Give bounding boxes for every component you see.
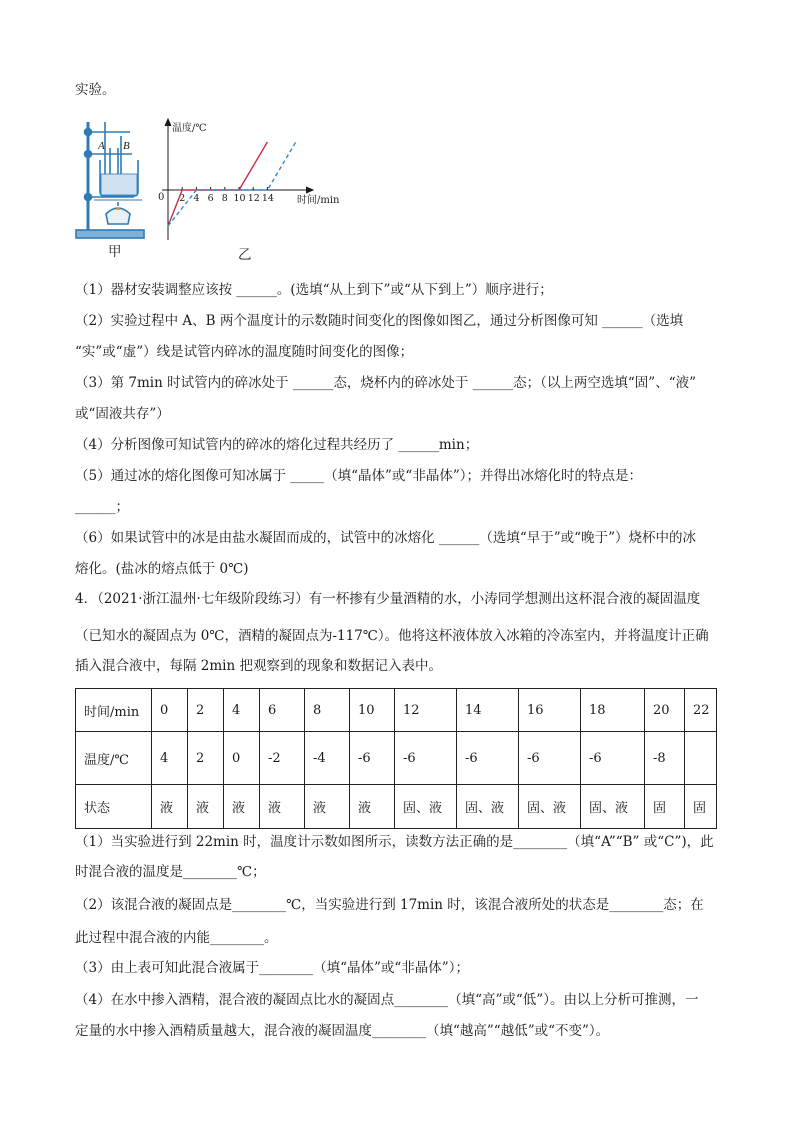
text-line: 插入混合液中，每隔 2min 把观察到的现象和数据记入表中。 bbox=[75, 658, 442, 674]
temp-cell: -6 bbox=[457, 732, 519, 785]
time-cell: 6 bbox=[260, 689, 305, 732]
temp-cell: -6 bbox=[395, 732, 457, 785]
time-cell: 0 bbox=[152, 689, 188, 732]
time-cell: 8 bbox=[305, 689, 350, 732]
temp-cell: 0 bbox=[224, 732, 260, 785]
text-line: （4）在水中掺入酒精，混合液的凝固点比水的凝固点________（填“高”或“低”）。由以上分析可推测，一 bbox=[75, 992, 699, 1008]
temp-cell: 2 bbox=[188, 732, 224, 785]
text-line: （6）如果试管中的冰是由盐水凝固而成的，试管中的冰熔化 ______（选填“早于”或“晚于”）烧杯中的冰 bbox=[75, 530, 696, 546]
state-cell: 固、液 bbox=[581, 785, 645, 829]
time-cell: 4 bbox=[224, 689, 260, 732]
x-axis-label: 时间/min bbox=[297, 195, 340, 206]
state-cell: 液 bbox=[350, 785, 395, 829]
temp-cell: -6 bbox=[519, 732, 581, 785]
time-cell: 18 bbox=[581, 689, 645, 732]
time-cell: 20 bbox=[645, 689, 685, 732]
time-cell: 2 bbox=[188, 689, 224, 732]
caption-yi: 乙 bbox=[238, 247, 252, 263]
text-line: “实”或“虚”）线是试管内碎冰的温度随时间变化的图像； bbox=[75, 344, 414, 360]
text-line: 时混合液的温度是________℃； bbox=[75, 864, 266, 880]
text-line: （3）由上表可知此混合液属于________（填“晶体”或“非晶体”）； bbox=[75, 960, 469, 976]
text-line: （4）分析图像可知试管内的碎冰的熔化过程共经历了 ______min； bbox=[75, 437, 479, 453]
text-line: 定量的水中掺入酒精质量越大，混合液的凝固温度________（填“越高”“越低”或“不变”）。 bbox=[75, 1023, 610, 1039]
time-cell: 16 bbox=[519, 689, 581, 732]
text-line: （3）第 7min 时试管内的碎冰处于 ______态，烧杯内的碎冰处于 ______态；（以上两空选填“固”、“液” bbox=[75, 375, 697, 391]
label-a: A bbox=[98, 140, 105, 152]
state-cell: 液 bbox=[305, 785, 350, 829]
x-tick-label: 12 bbox=[247, 193, 260, 204]
x-tick-label: 8 bbox=[221, 193, 228, 204]
state-cell: 固 bbox=[645, 785, 685, 829]
x-tick-label: 2 bbox=[179, 193, 186, 204]
text-line: 此过程中混合液的内能________。 bbox=[75, 930, 278, 946]
text-line: （1）器材安装调整应该按 ______。(选填“从上到下”或“从下到上”）顺序进行； bbox=[75, 282, 553, 298]
apparatus-figure bbox=[72, 118, 146, 243]
temp-cell: -8 bbox=[645, 732, 685, 785]
y-axis-label: 温度/℃ bbox=[172, 123, 207, 134]
temp-cell: -6 bbox=[350, 732, 395, 785]
text-line: （2）实验过程中 A、B 两个温度计的示数随时间变化的图像如图乙，通过分析图像可知 ______（选填 bbox=[75, 313, 684, 329]
text-line: （2）该混合液的凝固点是________℃，当实验进行到 17min 时，该混合液所处的状态是________态；在 bbox=[75, 897, 704, 913]
freezing-data-table bbox=[75, 688, 717, 829]
state-cell: 固、液 bbox=[457, 785, 519, 829]
label-b: B bbox=[123, 140, 130, 152]
x-axis-arrow bbox=[306, 187, 313, 193]
text-line: 4．（2021·浙江温州·七年级阶段练习）有一杯掺有少量酒精的水，小涛同学想测出这杯混合液的凝固温度 bbox=[75, 591, 701, 607]
temperature-time-chart bbox=[150, 116, 350, 246]
temp-cell: 4 bbox=[152, 732, 188, 785]
intro-text: 实验。 bbox=[75, 82, 116, 98]
x-tick-label: 4 bbox=[193, 193, 200, 204]
caption-jia: 甲 bbox=[108, 244, 122, 260]
state-cell: 液 bbox=[224, 785, 260, 829]
solid-series-line bbox=[168, 142, 267, 226]
time-cell: 14 bbox=[457, 689, 519, 732]
temp-header: 温度/℃ bbox=[76, 732, 152, 785]
temp-cell: -6 bbox=[581, 732, 645, 785]
x-tick-label: 10 bbox=[233, 193, 246, 204]
time-cell: 12 bbox=[395, 689, 457, 732]
time-cell: 22 bbox=[685, 689, 717, 732]
state-cell: 固、液 bbox=[519, 785, 581, 829]
y-axis-arrow bbox=[165, 119, 171, 126]
time-header: 时间/min bbox=[76, 689, 152, 732]
origin-label: 0 bbox=[158, 192, 165, 203]
x-tick-label: 6 bbox=[207, 193, 214, 204]
state-cell: 液 bbox=[188, 785, 224, 829]
x-tick-label: 14 bbox=[261, 193, 274, 204]
dashed-series-line bbox=[168, 142, 296, 226]
text-line: 或“固液共存”） bbox=[75, 406, 170, 422]
text-line: （5）通过冰的熔化图像可知冰属于 _____（填“晶体”或“非晶体”）；并得出冰熔化时的特点是： bbox=[75, 468, 642, 484]
temp-cell: -4 bbox=[305, 732, 350, 785]
state-cell: 固、液 bbox=[395, 785, 457, 829]
text-line: ______； bbox=[75, 499, 129, 515]
text-line: （1）当实验进行到 22min 时，温度计示数如图所示，读数方法正确的是________（填“A”“B” 或“C”)，此 bbox=[75, 834, 714, 850]
text-line: 熔化。(盐冰的熔点低于 0℃) bbox=[75, 561, 249, 577]
temp-cell: -2 bbox=[260, 732, 305, 785]
time-cell: 10 bbox=[350, 689, 395, 732]
state-cell: 液 bbox=[260, 785, 305, 829]
temp-cell bbox=[685, 732, 717, 785]
state-cell: 固 bbox=[685, 785, 717, 829]
text-line: （已知水的凝固点为 0℃，酒精的凝固点为-117℃）。他将这杯液体放入冰箱的冷冻室内，并将温度计正确 bbox=[75, 628, 709, 644]
state-cell: 液 bbox=[152, 785, 188, 829]
state-header: 状态 bbox=[76, 785, 152, 829]
